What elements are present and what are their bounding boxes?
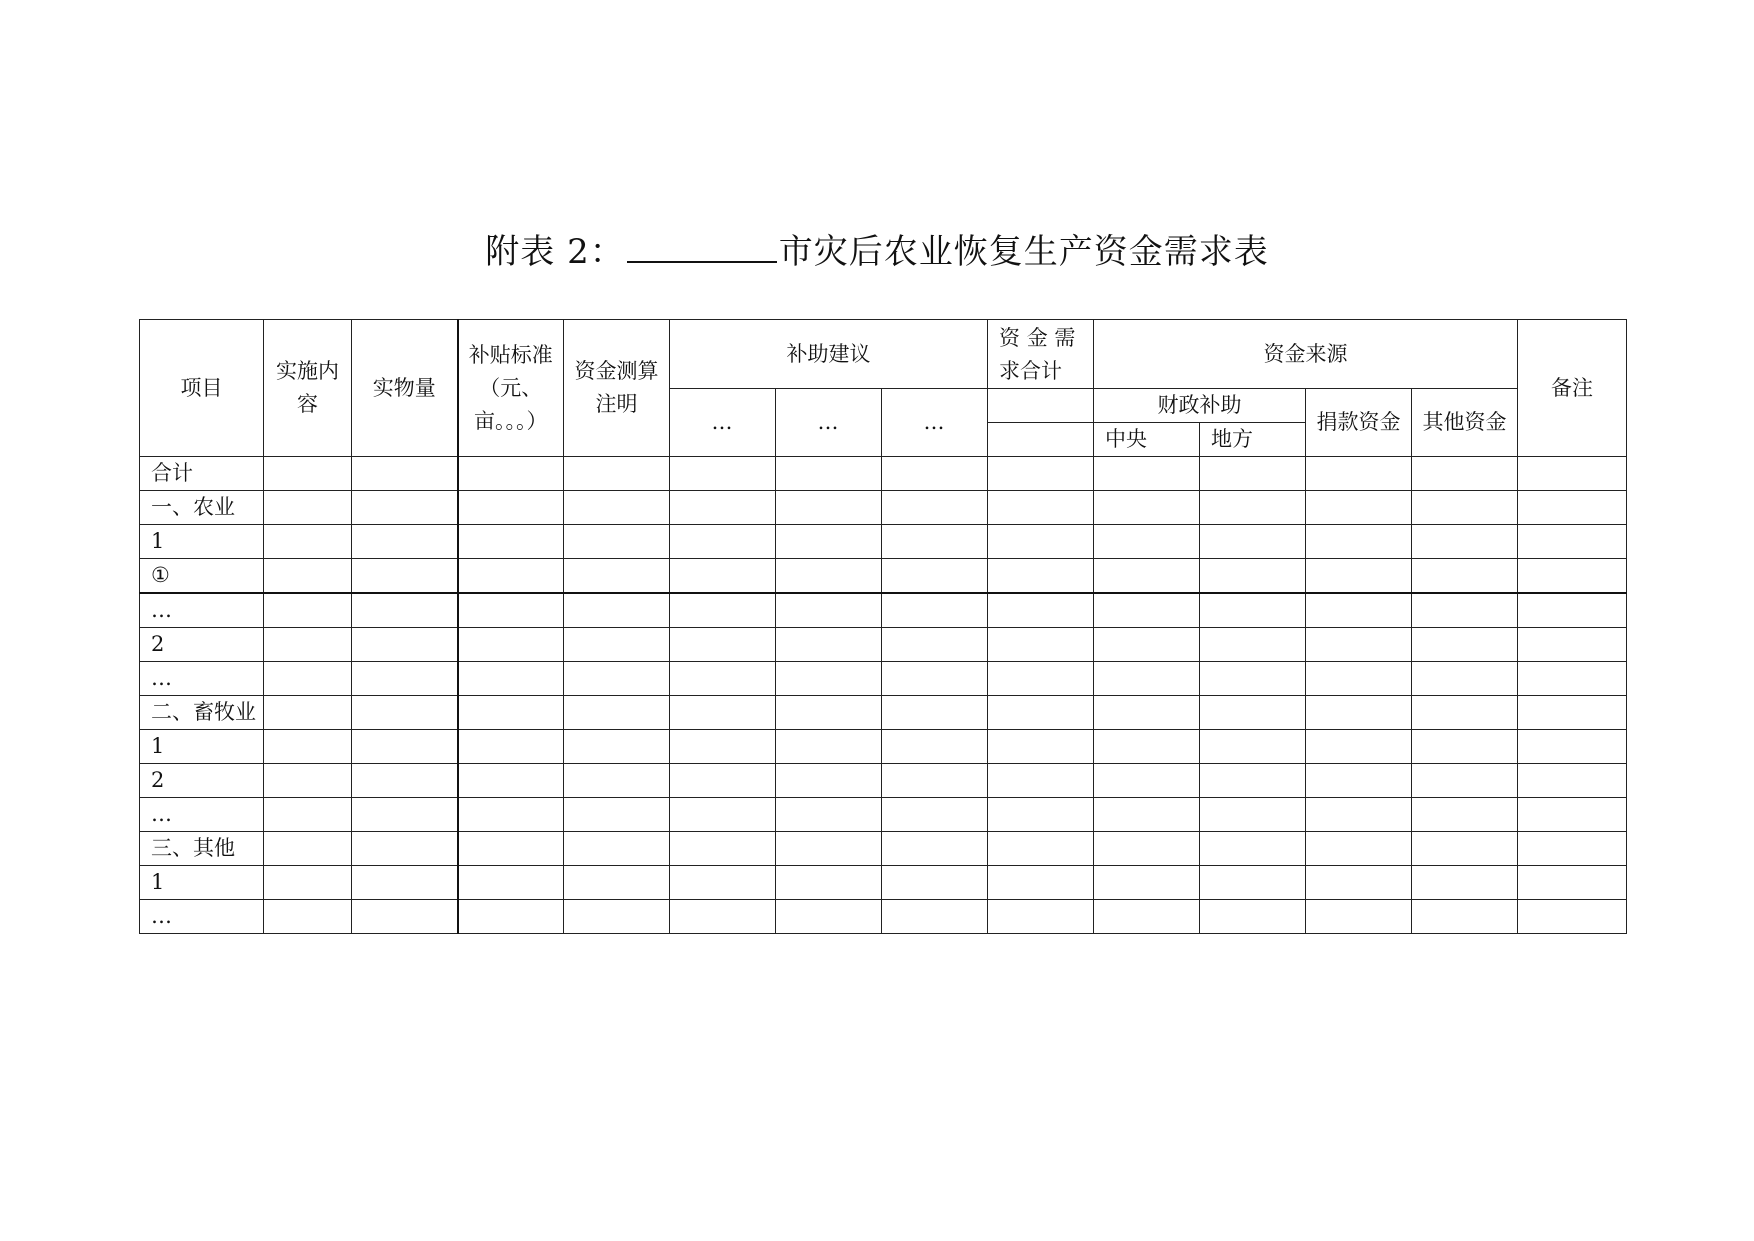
cell[interactable] (776, 696, 882, 730)
cell[interactable] (458, 730, 564, 764)
cell[interactable] (882, 764, 988, 798)
cell[interactable] (264, 457, 352, 491)
cell[interactable] (352, 662, 458, 696)
cell[interactable] (352, 866, 458, 900)
cell[interactable] (776, 764, 882, 798)
header-total-demand: 资 金 需求合计 (988, 320, 1094, 389)
cell[interactable] (458, 832, 564, 866)
cell[interactable] (1306, 764, 1412, 798)
cell[interactable] (1200, 491, 1306, 525)
cell[interactable] (1412, 832, 1518, 866)
cell[interactable] (264, 628, 352, 662)
cell[interactable] (564, 866, 670, 900)
header-fund-source: 资金来源 (1094, 320, 1518, 389)
cell[interactable] (776, 730, 882, 764)
cell[interactable] (1094, 832, 1200, 866)
cell[interactable] (1306, 525, 1412, 559)
cell[interactable] (882, 491, 988, 525)
cell[interactable] (564, 798, 670, 832)
cell[interactable] (776, 866, 882, 900)
cell[interactable] (352, 559, 458, 594)
cell[interactable] (458, 593, 564, 628)
cell[interactable] (1518, 662, 1627, 696)
cell[interactable] (1518, 628, 1627, 662)
cell[interactable] (1306, 628, 1412, 662)
cell[interactable] (458, 491, 564, 525)
cell[interactable] (458, 798, 564, 832)
cell[interactable] (264, 900, 352, 934)
cell[interactable] (1200, 662, 1306, 696)
cell[interactable] (1306, 798, 1412, 832)
cell[interactable] (882, 900, 988, 934)
cell[interactable] (564, 730, 670, 764)
cell[interactable] (988, 866, 1094, 900)
cell[interactable] (1412, 866, 1518, 900)
header-remarks: 备注 (1518, 320, 1627, 457)
cell[interactable] (1412, 696, 1518, 730)
cell[interactable] (1518, 559, 1627, 594)
title-prefix: 附表 2： (485, 232, 625, 272)
cell[interactable] (1094, 628, 1200, 662)
cell[interactable] (1094, 525, 1200, 559)
cell[interactable] (988, 457, 1094, 491)
cell[interactable] (1094, 866, 1200, 900)
cell[interactable] (264, 832, 352, 866)
cell[interactable] (882, 457, 988, 491)
cell[interactable] (670, 730, 776, 764)
cell[interactable] (776, 593, 882, 628)
cell[interactable] (1094, 696, 1200, 730)
cell[interactable] (670, 662, 776, 696)
row-label: … (140, 593, 264, 628)
cell[interactable] (352, 798, 458, 832)
cell[interactable] (352, 730, 458, 764)
header-subsidy-suggestion: 补助建议 (670, 320, 988, 389)
header-sub-ellipsis-2: … (776, 389, 882, 457)
cell[interactable] (1200, 866, 1306, 900)
cell[interactable] (670, 866, 776, 900)
header-sub-ellipsis-1: … (670, 389, 776, 457)
page-title (0, 230, 1754, 274)
cell[interactable] (264, 559, 352, 594)
cell[interactable] (1412, 628, 1518, 662)
cell[interactable] (458, 628, 564, 662)
cell[interactable] (670, 628, 776, 662)
cell[interactable] (1200, 764, 1306, 798)
cell[interactable] (564, 662, 670, 696)
cell[interactable] (670, 900, 776, 934)
cell[interactable] (264, 866, 352, 900)
cell[interactable] (776, 798, 882, 832)
cell[interactable] (670, 696, 776, 730)
cell[interactable] (1412, 730, 1518, 764)
cell[interactable] (1306, 559, 1412, 594)
cell[interactable] (670, 593, 776, 628)
cell[interactable] (264, 730, 352, 764)
cell[interactable] (458, 559, 564, 594)
cell[interactable] (1518, 525, 1627, 559)
cell[interactable] (882, 696, 988, 730)
row-label: 1 (140, 730, 264, 764)
cell[interactable] (264, 491, 352, 525)
cell[interactable] (1306, 491, 1412, 525)
cell[interactable] (776, 525, 882, 559)
row-label: … (140, 900, 264, 934)
cell[interactable] (1306, 662, 1412, 696)
cell[interactable] (564, 559, 670, 594)
cell[interactable] (882, 593, 988, 628)
cell[interactable] (1200, 457, 1306, 491)
cell[interactable] (882, 730, 988, 764)
cell[interactable] (352, 696, 458, 730)
cell[interactable] (670, 559, 776, 594)
row-label: 1 (140, 866, 264, 900)
cell[interactable] (564, 696, 670, 730)
cell[interactable] (1200, 730, 1306, 764)
cell[interactable] (1094, 764, 1200, 798)
header-other-funds: 其他资金 (1412, 389, 1518, 457)
cell[interactable] (882, 628, 988, 662)
cell[interactable] (776, 457, 882, 491)
row-label: 1 (140, 525, 264, 559)
header-fiscal-subsidy: 财政补助 (1094, 389, 1306, 423)
cell[interactable] (882, 559, 988, 594)
cell[interactable] (1306, 832, 1412, 866)
cell[interactable] (1518, 593, 1627, 628)
cell[interactable] (1094, 730, 1200, 764)
cell[interactable] (988, 593, 1094, 628)
cell[interactable] (988, 730, 1094, 764)
cell[interactable] (1412, 593, 1518, 628)
cell[interactable] (458, 662, 564, 696)
cell[interactable] (1518, 730, 1627, 764)
cell[interactable] (1518, 491, 1627, 525)
cell[interactable] (1306, 866, 1412, 900)
cell[interactable] (1094, 662, 1200, 696)
cell[interactable] (776, 662, 882, 696)
cell[interactable] (1200, 559, 1306, 594)
cell[interactable] (1200, 593, 1306, 628)
cell[interactable] (776, 832, 882, 866)
cell[interactable] (1518, 696, 1627, 730)
header-sub-ellipsis-3: … (882, 389, 988, 457)
cell[interactable] (670, 491, 776, 525)
cell[interactable] (458, 866, 564, 900)
row-label: 三、其他 (140, 832, 264, 866)
cell[interactable] (264, 764, 352, 798)
cell[interactable] (670, 798, 776, 832)
cell[interactable] (458, 900, 564, 934)
cell[interactable] (564, 525, 670, 559)
header-total-demand-blank-1 (988, 389, 1094, 423)
cell[interactable] (882, 798, 988, 832)
cell[interactable] (776, 628, 882, 662)
cell[interactable] (1518, 457, 1627, 491)
cell[interactable] (1306, 730, 1412, 764)
header-standard: 补贴标准（元、亩。。。） (458, 320, 564, 457)
row-label: 2 (140, 764, 264, 798)
cell[interactable] (352, 628, 458, 662)
cell[interactable] (988, 696, 1094, 730)
cell[interactable] (1518, 764, 1627, 798)
cell[interactable] (1412, 900, 1518, 934)
cell[interactable] (988, 832, 1094, 866)
cell[interactable] (1200, 525, 1306, 559)
header-item: 项目 (140, 320, 264, 457)
cell[interactable] (1412, 662, 1518, 696)
title-suffix: 市灾后农业恢复生产资金需求表 (778, 232, 1269, 272)
row-label: 一、农业 (140, 491, 264, 525)
cell[interactable] (564, 628, 670, 662)
cell[interactable] (1306, 457, 1412, 491)
cell[interactable] (352, 491, 458, 525)
cell[interactable] (1412, 798, 1518, 832)
fund-demand-table (139, 319, 1627, 934)
cell[interactable] (1094, 491, 1200, 525)
cell[interactable] (264, 662, 352, 696)
cell[interactable] (1200, 628, 1306, 662)
cell[interactable] (988, 798, 1094, 832)
cell[interactable] (1306, 900, 1412, 934)
cell[interactable] (776, 491, 882, 525)
cell[interactable] (458, 696, 564, 730)
cell[interactable] (1518, 900, 1627, 934)
cell[interactable] (1094, 457, 1200, 491)
cell[interactable] (988, 559, 1094, 594)
cell[interactable] (352, 593, 458, 628)
header-donation: 捐款资金 (1306, 389, 1412, 457)
cell[interactable] (1518, 832, 1627, 866)
cell[interactable] (670, 764, 776, 798)
cell[interactable] (564, 764, 670, 798)
cell[interactable] (458, 525, 564, 559)
cell[interactable] (264, 798, 352, 832)
cell[interactable] (264, 525, 352, 559)
cell[interactable] (1412, 764, 1518, 798)
header-content: 实施内容 (264, 320, 352, 457)
cell[interactable] (882, 662, 988, 696)
row-label: ① (140, 559, 264, 594)
cell[interactable] (352, 900, 458, 934)
cell[interactable] (264, 593, 352, 628)
cell[interactable] (988, 764, 1094, 798)
cell[interactable] (264, 696, 352, 730)
cell[interactable] (564, 457, 670, 491)
header-central: 中央 (1094, 423, 1200, 457)
row-label: 2 (140, 628, 264, 662)
cell[interactable] (1412, 525, 1518, 559)
cell[interactable] (1518, 866, 1627, 900)
header-total-demand-blank-2 (988, 423, 1094, 457)
cell[interactable] (352, 525, 458, 559)
cell[interactable] (1200, 900, 1306, 934)
cell[interactable] (1094, 900, 1200, 934)
cell[interactable] (988, 900, 1094, 934)
title-blank-field[interactable] (627, 231, 777, 263)
cell[interactable] (988, 662, 1094, 696)
cell[interactable] (564, 832, 670, 866)
header-local: 地方 (1200, 423, 1306, 457)
header-quantity: 实物量 (352, 320, 458, 457)
row-label: … (140, 662, 264, 696)
cell[interactable] (670, 832, 776, 866)
cell[interactable] (458, 457, 564, 491)
header-calc-note: 资金测算注明 (564, 320, 670, 457)
cell[interactable] (564, 900, 670, 934)
cell[interactable] (564, 491, 670, 525)
cell[interactable] (1200, 696, 1306, 730)
row-label: 合计 (140, 457, 264, 491)
cell[interactable] (670, 525, 776, 559)
cell[interactable] (1094, 798, 1200, 832)
cell[interactable] (352, 764, 458, 798)
cell[interactable] (670, 457, 776, 491)
row-label: 二、畜牧业 (140, 696, 264, 730)
cell[interactable] (988, 491, 1094, 525)
cell[interactable] (564, 593, 670, 628)
cell[interactable] (1412, 457, 1518, 491)
cell[interactable] (882, 866, 988, 900)
cell[interactable] (1200, 832, 1306, 866)
cell[interactable] (988, 628, 1094, 662)
cell[interactable] (776, 559, 882, 594)
cell[interactable] (1094, 593, 1200, 628)
cell[interactable] (1412, 491, 1518, 525)
cell[interactable] (988, 525, 1094, 559)
cell[interactable] (1094, 559, 1200, 594)
cell[interactable] (352, 457, 458, 491)
cell[interactable] (776, 900, 882, 934)
row-label: … (140, 798, 264, 832)
cell[interactable] (352, 832, 458, 866)
cell[interactable] (458, 764, 564, 798)
cell[interactable] (882, 832, 988, 866)
cell[interactable] (1200, 798, 1306, 832)
cell[interactable] (882, 525, 988, 559)
cell[interactable] (1306, 593, 1412, 628)
cell[interactable] (1412, 559, 1518, 594)
cell[interactable] (1518, 798, 1627, 832)
cell[interactable] (1306, 696, 1412, 730)
